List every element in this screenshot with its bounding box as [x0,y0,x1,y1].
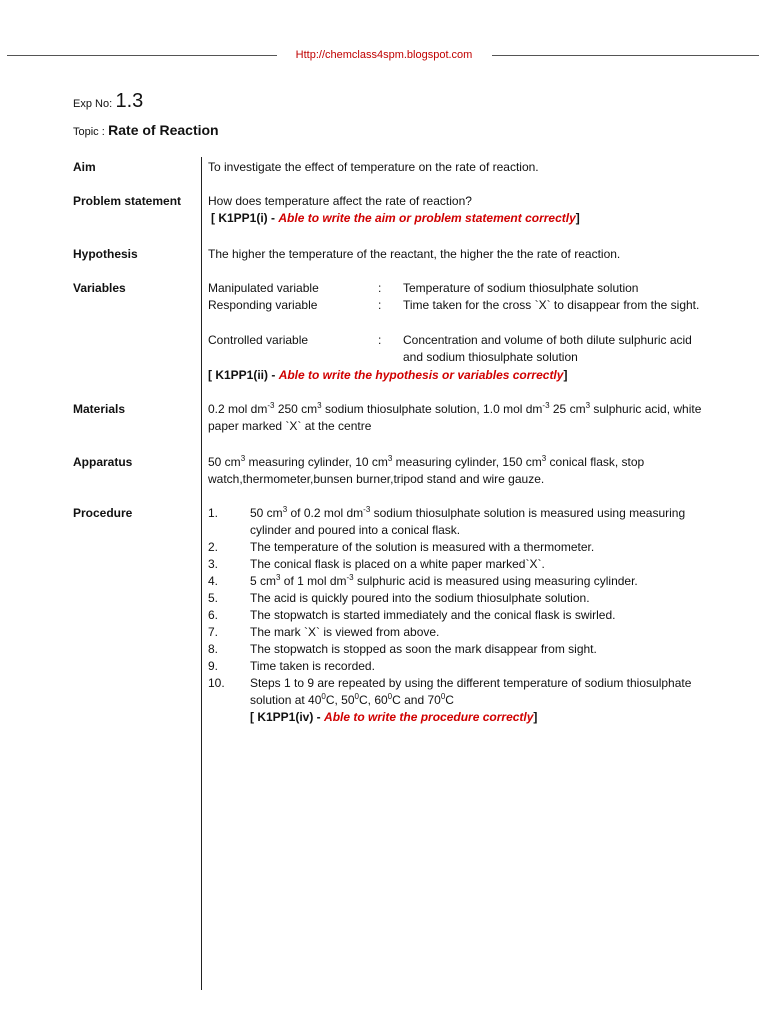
step-text: The conical flask is placed on a white paper marked`X`. [250,557,545,571]
variables-assessment [208,367,728,384]
procedure-list [208,505,708,726]
step-text: The mark `X` is viewed from above. [250,625,440,639]
variable-name: Responding variable [208,298,318,312]
topic-title: Rate of Reaction [108,122,219,138]
variables-label: Variables [73,281,126,295]
materials-part: 250 cm [274,402,318,416]
materials-part: sodium thiosulphate solution, 1.0 mol dm [321,402,543,416]
materials-part: sulphuric acid, white paper marked `X` at the centre [208,402,702,433]
variable-name: Controlled variable [208,333,309,347]
problem-code: [ K1PP1(i) - [211,211,276,225]
aim-label: Aim [73,160,96,174]
materials-part: 25 cm [549,402,586,416]
step-number: 7. [208,625,219,639]
hypothesis-label: Hypothesis [73,247,138,261]
apparatus-part: measuring cylinder, 10 cm [245,455,388,469]
apparatus-label: Apparatus [73,455,133,469]
topic [73,122,219,141]
variables-close: ] [563,368,568,382]
variable-colon: : [378,281,382,295]
hypothesis-text: The higher the temperature of the reactant, the higher the the rate of reaction. [208,247,621,261]
variables-note: Able to write the hypothesis or variables correctly [278,368,564,382]
step-text: Steps 1 to 9 are repeated by using the different temperature of sodium thiosulphate solution at 40 [250,676,692,707]
step-sup: -3 [346,573,354,582]
step-text: 50 cm [250,506,283,520]
procedure-step [208,624,708,641]
materials-part: 0.2 mol dm [208,402,268,416]
procedure-close: ] [533,710,538,724]
apparatus-part: 50 cm [208,455,241,469]
problem-block [208,193,728,227]
materials-label: Materials [73,402,126,416]
step-text: of 1 mol dm [280,574,347,588]
step-number: 5. [208,591,219,605]
variable-value: Temperature of sodium thiosulphate solution [403,281,639,295]
step-text: C [445,693,454,707]
step-sup: -3 [363,505,371,514]
procedure-step [208,607,708,624]
variable-value: Concentration and volume of both dilute sulphuric acid and sodium thiosulphate solution [403,333,692,364]
step-text: sulphuric acid is measured using measuring cylinder. [353,574,638,588]
apparatus-part: measuring cylinder, 150 cm [392,455,542,469]
step-text: of 0.2 mol dm [287,506,364,520]
step-text: C, 50 [325,693,355,707]
exp-value: 1.3 [115,90,144,112]
variable-name: Manipulated variable [208,281,319,295]
degree-sup: 0 [321,692,326,701]
step-text: The stopwatch is stopped as soon the mark disappear from sight. [250,642,597,656]
topic-label: Topic : [73,126,105,138]
materials-sup: 3 [317,401,322,410]
problem-assessment [208,210,728,227]
step-sup: 3 [276,573,281,582]
problem-label: Problem statement [73,194,182,208]
degree-sup: 0 [354,692,359,701]
step-number: 8. [208,642,219,656]
apparatus-sup: 3 [387,454,393,463]
step-text: The acid is quickly poured into the sodium thiosulphate solution. [250,591,590,605]
step-sup: 3 [282,505,288,514]
step-number: 6. [208,608,219,622]
apparatus-sup: 3 [240,454,246,463]
step-number: 3. [208,557,219,571]
procedure-note: Able to write the procedure correctly [324,710,534,724]
step-number: 4. [208,574,219,588]
step-text: The stopwatch is started immediately and the conical flask is swirled. [250,608,616,622]
procedure-step [208,539,708,556]
degree-sup: 0 [387,692,393,701]
variable-colon: : [378,333,382,347]
step-number: 10. [208,676,225,690]
column-divider [201,157,202,990]
aim-text: To investigate the effect of temperature on the rate of reaction. [208,160,539,174]
materials-sup: -3 [267,401,275,410]
problem-close: ] [575,211,580,225]
step-text: Time taken is recorded. [250,659,375,673]
degree-sup: 0 [440,692,446,701]
procedure-step [208,641,708,658]
variable-value: Time taken for the cross `X` to disappear from the sight. [403,298,700,312]
apparatus-sup: 3 [541,454,547,463]
materials-sup: -3 [542,401,550,410]
header [0,47,768,63]
procedure-code: [ K1PP1(iv) - [250,710,321,724]
step-text: sodium thiosulphate solution is measured using measuring cylinder and poured into a conical flask. [250,506,686,537]
step-number: 1. [208,506,219,520]
materials-text [208,401,728,435]
procedure-label: Procedure [73,506,133,520]
procedure-step [208,658,708,675]
problem-text: How does temperature affect the rate of reaction? [208,194,472,208]
header-url[interactable]: Http://chemclass4spm.blogspot.com [295,49,473,61]
step-text: 5 cm [250,574,277,588]
step-text: C, 60 [358,693,388,707]
procedure-step [208,590,708,607]
variable-colon: : [378,298,382,312]
exp-label: Exp No: [73,98,113,110]
apparatus-part: conical flask, stop watch,thermometer,bunsen burner,tripod stand and wire gauze. [208,455,645,486]
procedure-assessment [250,709,708,726]
apparatus-text [208,454,728,488]
step-number: 2. [208,540,219,554]
procedure-step [208,505,708,539]
exp-number [73,90,144,113]
procedure-step [208,675,708,726]
step-text: C and 70 [392,693,441,707]
procedure-step [208,573,708,590]
problem-note: Able to write the aim or problem statement correctly [278,211,576,225]
variables-code: [ K1PP1(ii) - [208,368,276,382]
step-text: The temperature of the solution is measured with a thermometer. [250,540,595,554]
step-number: 9. [208,659,219,673]
materials-sup: 3 [585,401,591,410]
procedure-step [208,556,708,573]
